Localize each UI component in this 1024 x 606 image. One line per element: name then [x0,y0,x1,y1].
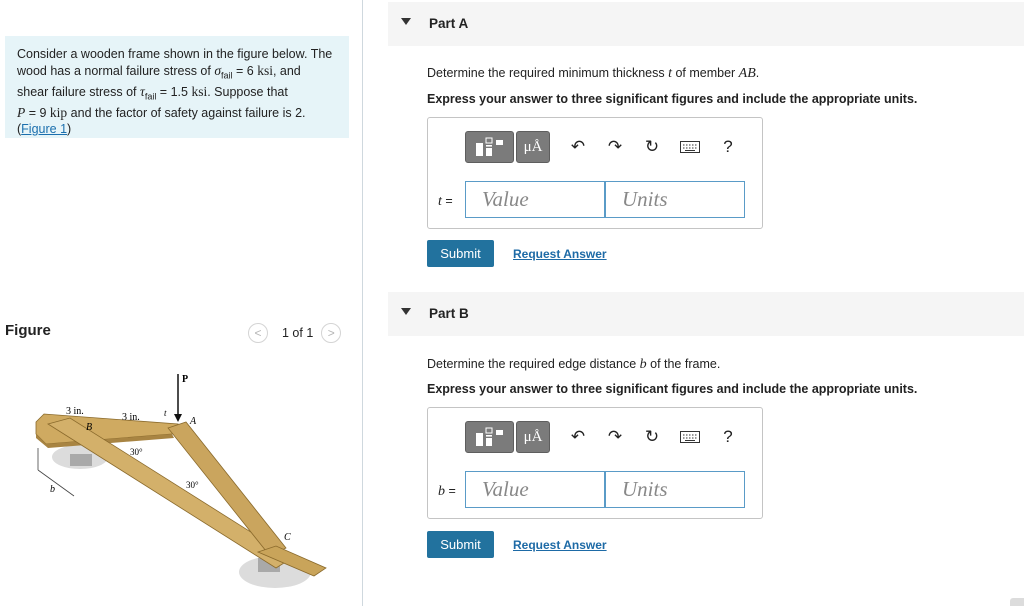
scrollbar-corner [1010,598,1024,606]
question-var: t [668,66,672,81]
prev-figure-button[interactable]: < [248,323,268,343]
problem-text: , and [272,63,301,78]
member-bc [48,418,292,568]
question-text: Determine the required edge distance [427,357,640,371]
figure-pager [248,323,341,343]
label-t: t [164,408,167,418]
problem-statement [5,36,349,138]
part-b-header[interactable] [388,292,1024,336]
tau-value: = 1.5 [156,85,192,100]
tau-symbol: τ [139,84,145,100]
question-var: b [639,357,647,372]
problem-line: shear failure stress of [17,85,140,100]
request-answer-link[interactable]: Request Answer [513,538,607,552]
unit-ksi: ksi [257,62,273,78]
fail-subscript: fail [221,70,233,81]
p-symbol: P [17,105,26,121]
figure-title: Figure [5,322,51,339]
part-a-header[interactable] [388,2,1024,46]
redo-icon[interactable]: ↷ [607,427,623,446]
figure-counter: 1 of 1 [282,326,314,340]
undo-icon[interactable]: ↶ [570,137,586,156]
label-p: P [182,374,189,385]
request-answer-link[interactable]: Request Answer [513,247,607,261]
unit-kip: kip [49,105,68,121]
label-a: A [190,416,197,427]
templates-button[interactable] [465,131,514,163]
units-symbols-button[interactable]: μÅ [516,131,550,163]
angle-label: 30° [130,447,143,457]
support-block [70,454,92,466]
submit-button[interactable]: Submit [427,240,494,267]
reset-icon[interactable]: ↻ [644,137,660,156]
help-icon[interactable]: ? [723,427,733,446]
label-b-dim: b [50,484,55,495]
load-arrowhead [174,414,182,422]
problem-line: Consider a wooden frame shown in the figure below. The [17,47,333,61]
dim-label: 3 in. [66,406,84,417]
value-input[interactable]: Value [465,181,605,218]
figure-link[interactable]: Figure 1 [21,122,68,137]
part-a-answer-box [427,117,763,229]
templates-icon [475,137,505,157]
angle-label: 30° [186,480,199,490]
next-figure-button[interactable]: > [321,323,341,343]
problem-text: and the factor of safety against failure is 2. [67,106,306,121]
question-text: Determine the required minimum thickness [427,66,669,80]
p-value: = 9 [25,106,50,121]
collapse-triangle-icon[interactable] [401,308,411,315]
reset-icon[interactable]: ↻ [644,427,660,446]
part-b-answer-box [427,407,763,519]
answer-variable [438,484,456,500]
question-text: . [755,66,760,80]
left-panel [0,0,363,606]
question-text: of the frame. [646,357,721,371]
templates-icon [475,427,505,447]
part-title: Part A [429,16,469,31]
value-input[interactable]: Value [465,471,605,508]
collapse-triangle-icon[interactable] [401,18,411,25]
keyboard-icon[interactable] [680,138,700,156]
units-input[interactable]: Units [605,181,745,218]
paren: ( [17,122,22,137]
problem-line: wood has a normal failure stress of [17,63,215,78]
paren: ) [67,122,72,137]
redo-icon[interactable]: ↷ [607,137,623,156]
undo-icon[interactable]: ↶ [570,427,586,446]
question-var: AB [738,66,756,81]
part-a-question [427,66,759,82]
problem-text: . Suppose that [207,85,288,100]
dim-label: 3 in. [122,412,140,423]
unit-ksi: ksi [191,84,208,100]
equals-sign: = [441,194,453,208]
help-icon[interactable]: ? [723,137,733,156]
label-b-point: B [86,422,93,433]
units-input[interactable]: Units [605,471,745,508]
question-text: of member [671,66,739,80]
dim-line [38,470,74,496]
submit-button[interactable]: Submit [427,531,494,558]
equals-sign: = [445,484,456,498]
frame-figure [0,362,360,606]
part-title: Part B [429,306,469,321]
label-c: C [284,532,291,543]
sigma-symbol: σ [214,62,221,78]
sigma-value: = 6 [232,63,258,78]
answer-variable [438,194,453,210]
part-a-instruction: Express your answer to three significant figures and include the appropriate units. [427,92,918,106]
fail-subscript: fail [144,91,157,102]
units-symbols-button[interactable]: μÅ [516,421,550,453]
part-b-instruction: Express your answer to three significant figures and include the appropriate units. [427,382,918,396]
part-b-question [427,357,720,373]
var-symbol: t [438,194,442,209]
var-symbol: b [438,484,445,499]
keyboard-icon[interactable] [680,428,700,446]
math-toolbar [465,131,737,163]
templates-button[interactable] [465,421,514,453]
math-toolbar [465,421,737,453]
